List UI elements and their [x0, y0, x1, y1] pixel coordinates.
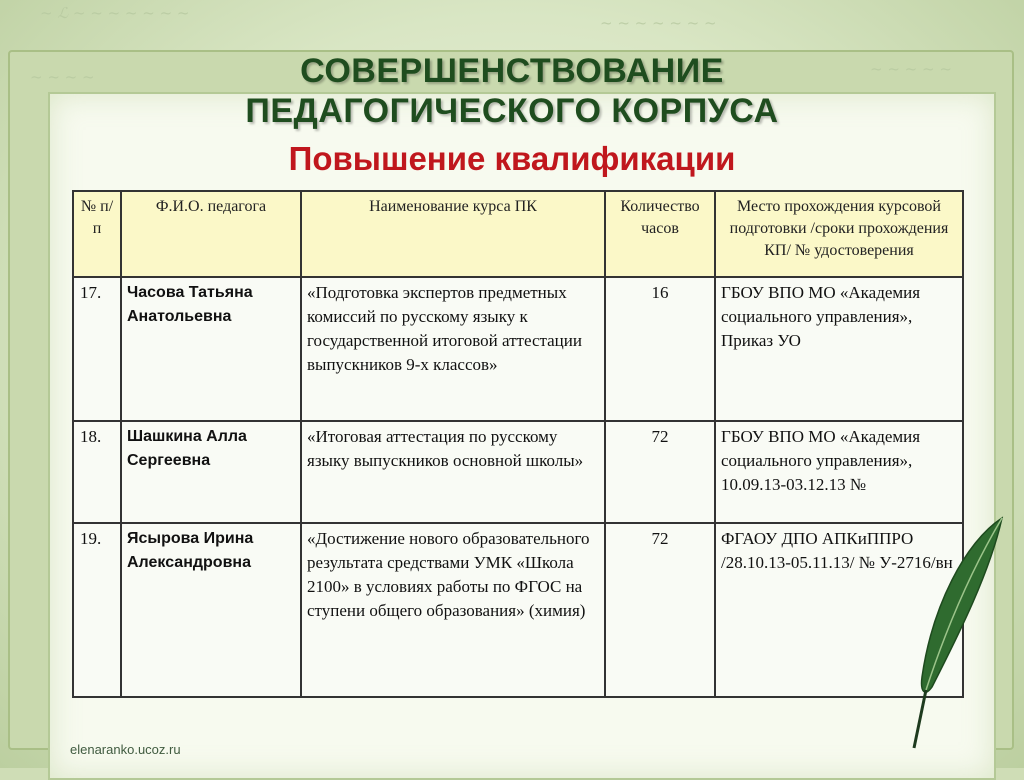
row-fio: Часова Татьяна Анатольевна — [121, 277, 301, 421]
row-fio: Шашкина Алла Сергеевна — [121, 421, 301, 523]
table-row — [73, 277, 963, 421]
row-place: ГБОУ ВПО МО «Академия социального управления», Приказ УО — [715, 277, 963, 421]
background-script-decoration: ~ ~ ~ ~ — [30, 68, 95, 86]
table-header-row — [73, 191, 963, 277]
row-hours: 72 — [605, 523, 715, 697]
row-hours: 16 — [605, 277, 715, 421]
row-place: ФГАОУ ДПО АПКиППРО /28.10.13-05.11.13/ № У-2716/вн — [715, 523, 963, 697]
header-place: Место прохождения курсовой подготовки /сроки прохождения КП/ № удостоверения — [715, 191, 963, 277]
page-title-line2: ПЕДАГОГИЧЕСКОГО КОРПУСА — [245, 92, 779, 130]
background-script-decoration: ~ ℒ ~ ~ ~ ~ ~ ~ ~ — [40, 4, 190, 22]
table-row — [73, 421, 963, 523]
row-num: 19. — [73, 523, 121, 697]
background-script-decoration: ~ ~ ~ ~ ~ ~ ~ — [600, 14, 717, 32]
page-subtitle: Повышение квалификации — [288, 140, 736, 177]
header-course: Наименование курса ПК — [301, 191, 605, 277]
row-num: 18. — [73, 421, 121, 523]
row-course: «Подготовка экспертов предметных комиссий по русскому языку к государственной итоговой аттестации выпускников 9-х классов» — [301, 277, 605, 421]
row-hours: 72 — [605, 421, 715, 523]
quill-pen-icon — [870, 512, 1010, 752]
row-num: 17. — [73, 277, 121, 421]
row-fio: Ясырова Ирина Александровна — [121, 523, 301, 697]
table-row — [73, 523, 963, 697]
row-place: ГБОУ ВПО МО «Академия социального управления», 10.09.13-03.12.13 № — [715, 421, 963, 523]
row-course: «Достижение нового образовательного результата средствами УМК «Школа 2100» в условиях работы по ФГОС на ступени общего образования» (химия) — [301, 523, 605, 697]
header-num: № п/п — [73, 191, 121, 277]
row-course: «Итоговая аттестация по русскому языку выпускников основной школы» — [301, 421, 605, 523]
header-fio: Ф.И.О. педагога — [121, 191, 301, 277]
footer-url: elenaranko.ucoz.ru — [70, 742, 181, 757]
page-title-line1: СОВЕРШЕНСТВОВАНИЕ — [300, 52, 724, 90]
qualification-table — [72, 190, 964, 698]
header-hours: Количество часов — [605, 191, 715, 277]
background-script-decoration: ~ ~ ~ ~ ~ — [870, 60, 952, 78]
